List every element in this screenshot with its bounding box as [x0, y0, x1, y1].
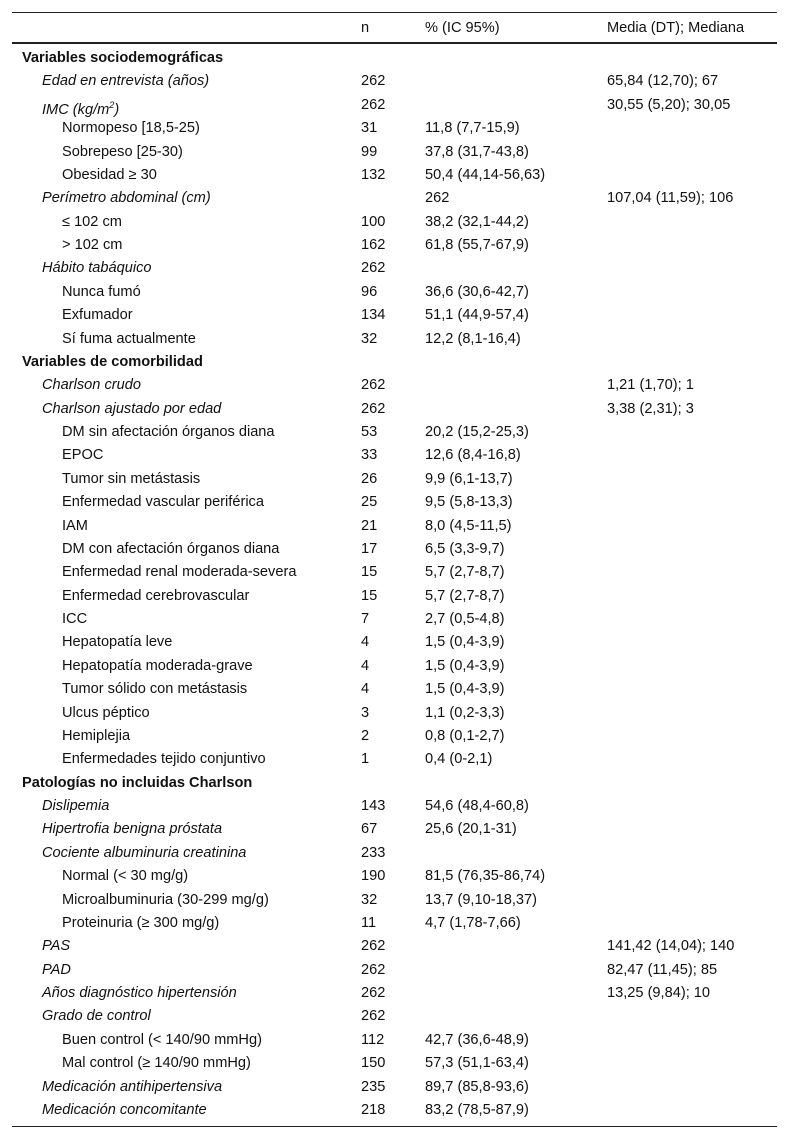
row-label: Medicación antihipertensiva — [42, 1078, 223, 1095]
cell-percent-ci: 9,5 (5,8-13,3) — [425, 494, 513, 511]
cell-n: 235 — [361, 1078, 386, 1095]
cell-n: 32 — [361, 330, 378, 347]
row-label: EPOC — [62, 447, 104, 464]
row-label: Años diagnóstico hipertensión — [42, 985, 237, 1001]
cell-n: 262 — [361, 96, 386, 113]
cell-percent-ci: 11,8 (7,7-15,9) — [425, 120, 520, 137]
cell-n: 162 — [361, 237, 386, 253]
cell-n: 11 — [361, 914, 377, 931]
cell-percent-ci: 50,4 (44,14-56,63) — [425, 166, 546, 183]
row-label: Proteinuria (≥ 300 mg/g) — [62, 914, 220, 931]
row-label: Ulcus péptico — [62, 704, 150, 721]
cell-n: 262 — [361, 377, 386, 394]
row-label: > 102 cm — [62, 237, 123, 253]
header-mean-sd-median: Media (DT); Mediana — [607, 20, 745, 36]
cell-n: 15 — [361, 564, 378, 581]
cell-n: 262 — [361, 985, 386, 1001]
cell-n: 100 — [361, 213, 386, 230]
row-label: Tumor sin metástasis — [62, 470, 201, 487]
cell-percent-ci: 81,5 (76,35-86,74) — [425, 868, 546, 885]
cell-percent-ci: 13,7 (9,10-18,37) — [425, 891, 537, 908]
table-row — [12, 374, 777, 397]
cell-n: 218 — [361, 1101, 386, 1118]
cell-n: 112 — [361, 1031, 385, 1048]
table-row — [12, 421, 777, 444]
cell-n: 262 — [361, 938, 386, 955]
cell-n: 132 — [361, 166, 386, 183]
table-row — [12, 585, 777, 608]
cell-percent-ci: 6,5 (3,3-9,7) — [425, 540, 505, 557]
row-label: Hepatopatía leve — [62, 634, 173, 651]
cell-mean-sd-median: 82,47 (11,45); 85 — [607, 961, 718, 978]
row-label: Hemiplejia — [62, 727, 131, 744]
table-row — [12, 959, 777, 982]
row-label: Obesidad ≥ 30 — [62, 166, 157, 183]
row-label: Cociente albuminuria creatinina — [42, 844, 247, 861]
table-row — [12, 398, 777, 421]
row-label: Edad en entrevista (años) — [42, 73, 210, 90]
row-label: Normopeso [18,5-25) — [62, 120, 200, 137]
cell-percent-ci: 12,2 (8,1-16,4) — [425, 330, 521, 347]
row-label: Hepatopatía moderada-grave — [62, 657, 253, 674]
cell-n: 99 — [361, 143, 378, 160]
row-label: Nunca fumó — [62, 283, 141, 300]
table-row — [12, 328, 777, 351]
table-row — [12, 748, 777, 771]
table-row — [12, 678, 777, 701]
row-label: Hábito tabáquico — [42, 260, 152, 277]
row-label: Variables de comorbilidad — [22, 353, 203, 370]
row-label: ICC — [62, 611, 88, 627]
row-label: PAD — [42, 961, 71, 978]
cell-percent-ci: 25,6 (20,1-31) — [425, 821, 517, 838]
cell-percent-ci: 5,7 (2,7-8,7) — [425, 564, 505, 581]
cell-n: 26 — [361, 470, 378, 487]
table-row — [12, 912, 777, 935]
table-row — [12, 889, 777, 912]
row-label: Enfermedad cerebrovascular — [62, 587, 250, 604]
cell-percent-ci: 8,0 (4,5-11,5) — [425, 517, 512, 534]
row-label: DM con afectación órganos diana — [62, 540, 280, 557]
table-header — [12, 13, 777, 44]
cell-n: 262 — [361, 260, 386, 277]
table-row — [12, 655, 777, 678]
cell-percent-ci: 51,1 (44,9-57,4) — [425, 307, 529, 324]
row-label: Charlson ajustado por edad — [42, 400, 222, 417]
data-table — [12, 12, 777, 1127]
cell-percent-ci: 42,7 (36,6-48,9) — [425, 1031, 529, 1048]
row-label: Medicación concomitante — [42, 1101, 207, 1118]
cell-mean-sd-median: 107,04 (11,59); 106 — [607, 190, 734, 207]
row-label: Enfermedad vascular periférica — [62, 494, 264, 511]
cell-percent-ci: 262 — [425, 190, 450, 207]
row-label: Normal (< 30 mg/g) — [62, 868, 189, 885]
row-label: Sobrepeso [25-30) — [62, 143, 183, 160]
cell-percent-ci: 5,7 (2,7-8,7) — [425, 587, 505, 604]
cell-percent-ci: 83,2 (78,5-87,9) — [425, 1101, 529, 1118]
table-row — [12, 141, 777, 164]
cell-percent-ci: 12,6 (8,4-16,8) — [425, 447, 521, 464]
table-row — [12, 631, 777, 654]
cell-percent-ci: 54,6 (48,4-60,8) — [425, 798, 529, 814]
table-row — [12, 257, 777, 280]
table-row — [12, 94, 777, 117]
cell-percent-ci: 1,5 (0,4-3,9) — [425, 657, 505, 674]
cell-percent-ci: 36,6 (30,6-42,7) — [425, 283, 529, 300]
cell-n: 3 — [361, 704, 370, 721]
row-label: Enfermedad renal moderada-severa — [62, 564, 297, 581]
row-label: Variables sociodemográficas — [22, 50, 224, 66]
cell-n: 53 — [361, 424, 378, 440]
cell-percent-ci: 38,2 (32,1-44,2) — [425, 213, 529, 230]
cell-percent-ci: 57,3 (51,1-63,4) — [425, 1055, 529, 1072]
table-row — [12, 842, 777, 865]
cell-percent-ci: 1,5 (0,4-3,9) — [425, 634, 505, 651]
row-label: Perímetro abdominal (cm) — [42, 190, 211, 207]
cell-n: 17 — [361, 540, 378, 557]
table-row — [12, 164, 777, 187]
cell-percent-ci: 2,7 (0,5-4,8) — [425, 611, 505, 627]
section-header-row — [12, 772, 777, 795]
cell-n: 67 — [361, 821, 378, 838]
cell-n: 21 — [361, 517, 378, 534]
cell-mean-sd-median: 141,42 (14,04); 140 — [607, 938, 735, 955]
cell-n: 262 — [361, 1008, 386, 1025]
row-label: Buen control (< 140/90 mmHg) — [62, 1031, 262, 1048]
section-header-row — [12, 351, 777, 374]
cell-n: 4 — [361, 657, 370, 674]
cell-percent-ci: 89,7 (85,8-93,6) — [425, 1078, 529, 1095]
cell-n: 262 — [361, 400, 386, 417]
cell-n: 25 — [361, 494, 378, 511]
cell-mean-sd-median: 13,25 (9,84); 10 — [607, 985, 711, 1001]
row-label: Enfermedades tejido conjuntivo — [62, 751, 266, 768]
row-label: Microalbuminuria (30-299 mg/g) — [62, 891, 269, 908]
table-row — [12, 1005, 777, 1028]
table-row — [12, 468, 777, 491]
table-row — [12, 795, 777, 818]
row-label: Patologías no incluidas Charlson — [22, 774, 253, 791]
table-row — [12, 1099, 777, 1122]
row-label: DM sin afectación órganos diana — [62, 424, 275, 440]
table-row — [12, 234, 777, 257]
cell-n: 233 — [361, 844, 386, 861]
cell-n: 150 — [361, 1055, 386, 1072]
row-label: Tumor sólido con metástasis — [62, 681, 248, 698]
cell-n: 33 — [361, 447, 378, 464]
header-n: n — [361, 20, 370, 36]
row-label: Exfumador — [62, 307, 133, 324]
table-row — [12, 982, 777, 1005]
cell-n: 7 — [361, 611, 370, 627]
table-row — [12, 117, 777, 140]
table-row — [12, 1076, 777, 1099]
row-label: Dislipemia — [42, 798, 110, 814]
cell-n: 262 — [361, 961, 386, 978]
cell-n: 32 — [361, 891, 378, 908]
row-label: Mal control (≥ 140/90 mmHg) — [62, 1055, 251, 1072]
table-row — [12, 491, 777, 514]
cell-n: 262 — [361, 73, 386, 90]
cell-n: 1 — [361, 751, 370, 768]
row-label: PAS — [42, 938, 71, 955]
cell-percent-ci: 1,1 (0,2-3,3) — [425, 704, 505, 721]
table-row — [12, 725, 777, 748]
cell-percent-ci: 1,5 (0,4-3,9) — [425, 681, 505, 698]
table-row — [12, 70, 777, 93]
table-row — [12, 281, 777, 304]
table-row — [12, 702, 777, 725]
table-row — [12, 818, 777, 841]
table-row — [12, 538, 777, 561]
cell-n: 96 — [361, 283, 378, 300]
cell-percent-ci: 4,7 (1,78-7,66) — [425, 914, 521, 931]
table-row — [12, 211, 777, 234]
section-header-row — [12, 47, 777, 70]
table-row — [12, 935, 777, 958]
cell-percent-ci: 61,8 (55,7-67,9) — [425, 237, 529, 253]
cell-mean-sd-median: 1,21 (1,70); 1 — [607, 377, 694, 394]
cell-percent-ci: 37,8 (31,7-43,8) — [425, 143, 529, 160]
cell-percent-ci: 20,2 (15,2-25,3) — [425, 424, 529, 440]
cell-percent-ci: 9,9 (6,1-13,7) — [425, 470, 513, 487]
cell-n: 190 — [361, 868, 386, 885]
cell-n: 134 — [361, 307, 386, 324]
header-percent-ci: % (IC 95%) — [425, 20, 500, 36]
cell-n: 4 — [361, 681, 370, 698]
row-label: ≤ 102 cm — [62, 213, 122, 230]
cell-percent-ci: 0,8 (0,1-2,7) — [425, 727, 505, 744]
cell-n: 31 — [361, 120, 378, 137]
cell-n: 143 — [361, 798, 386, 814]
row-label: Grado de control — [42, 1008, 151, 1025]
row-label: IAM — [62, 517, 88, 534]
table-row — [12, 865, 777, 888]
table-row — [12, 515, 777, 538]
table-body — [12, 44, 777, 1126]
row-label: Charlson crudo — [42, 377, 141, 394]
table-row — [12, 187, 777, 210]
row-label: IMC $(kg/m^2)$ — [42, 99, 120, 118]
table-row — [12, 1052, 777, 1075]
cell-mean-sd-median: 3,38 (2,31); 3 — [607, 400, 694, 417]
table-row — [12, 444, 777, 467]
row-label: Sí fuma actualmente — [62, 330, 196, 347]
table-row — [12, 1029, 777, 1052]
table-row — [12, 304, 777, 327]
row-label: Hipertrofia benigna próstata — [42, 821, 223, 838]
cell-n: 15 — [361, 587, 378, 604]
cell-percent-ci: 0,4 (0-2,1) — [425, 751, 493, 768]
table-row — [12, 608, 777, 631]
table-row — [12, 561, 777, 584]
cell-mean-sd-median: 30,55 (5,20); 30,05 — [607, 96, 731, 113]
cell-n: 2 — [361, 727, 370, 744]
cell-mean-sd-median: 65,84 (12,70); 67 — [607, 73, 719, 90]
cell-n: 4 — [361, 634, 370, 651]
